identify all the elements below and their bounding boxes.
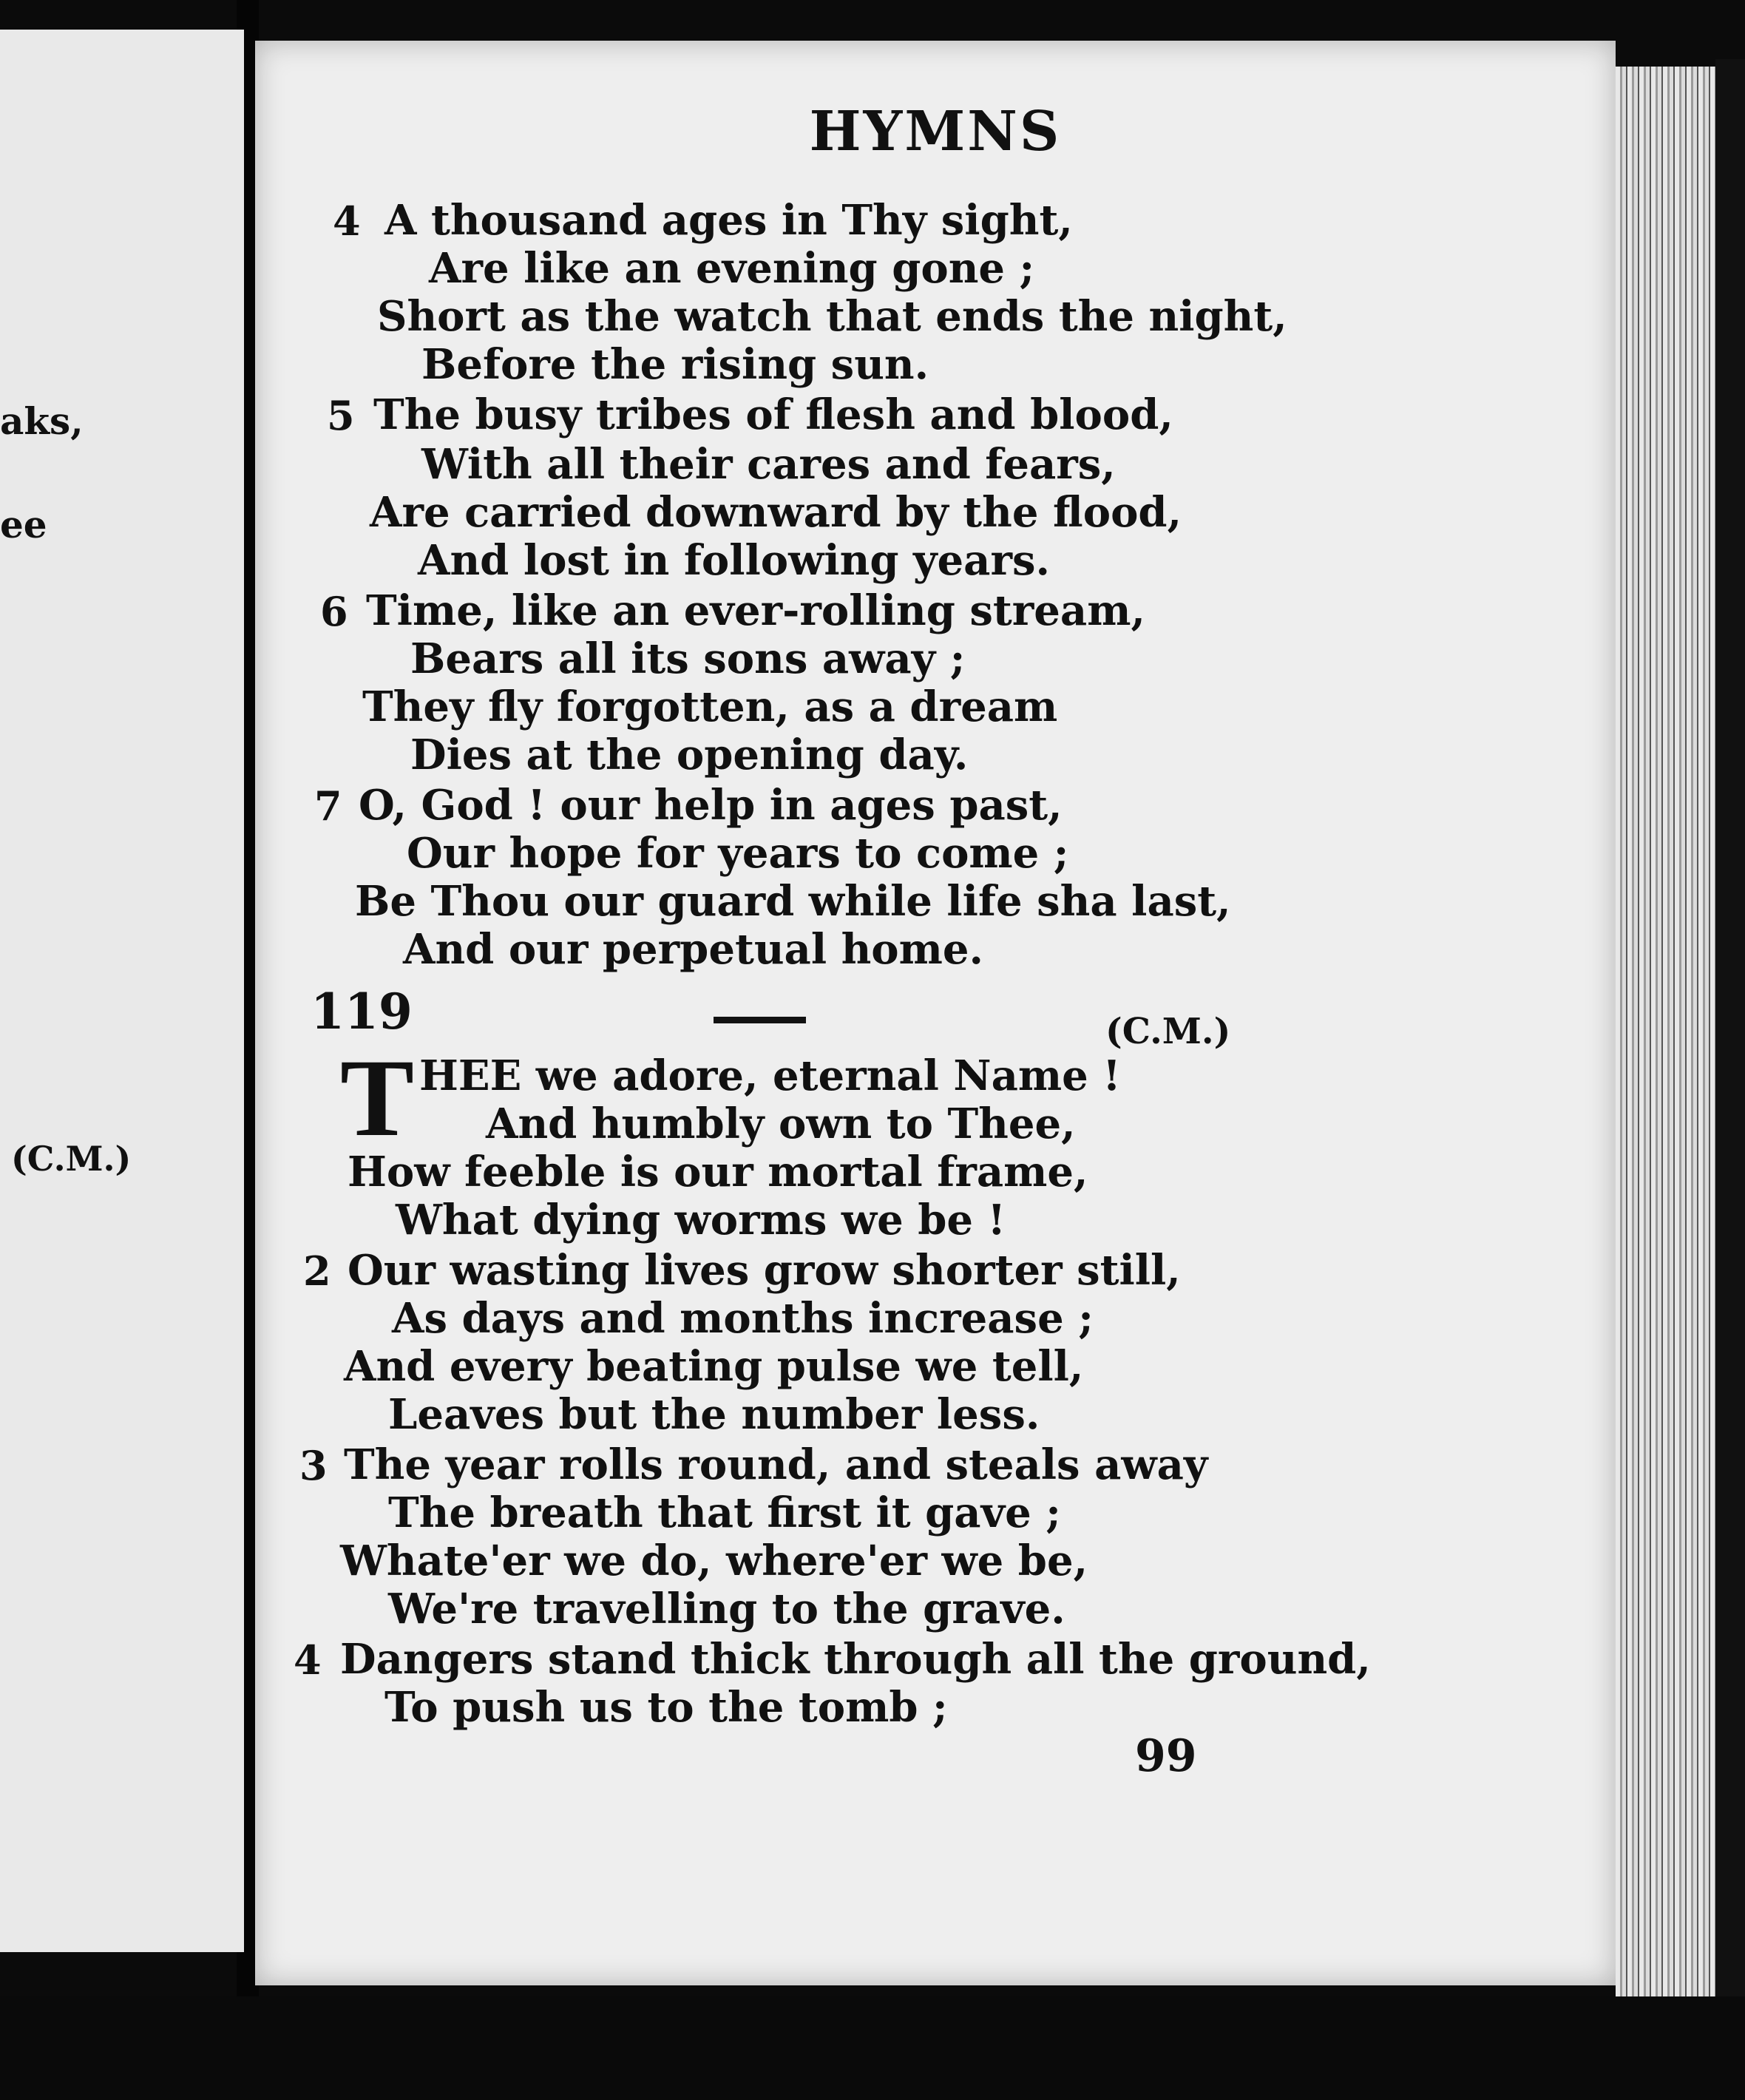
verse-line: Leaves but the number less. (388, 1390, 1040, 1439)
verse-line: How feeble is our mortal frame, (348, 1148, 1088, 1196)
left-page-fragment: aks, (0, 399, 84, 443)
verse-line: We're travelling to the grave. (388, 1585, 1065, 1633)
book-edge-shadow (1715, 59, 1745, 2011)
verse-line: Before the rising sun. (421, 340, 929, 389)
stanza-number: 7 (314, 782, 342, 830)
hymn-meter: (C.M.) (1105, 1011, 1231, 1052)
bottom-shadow (0, 1996, 1745, 2100)
stanza-number: 5 (327, 392, 355, 439)
stanza-number: 2 (303, 1247, 331, 1295)
verse-line: And every beating pulse we tell, (344, 1342, 1084, 1391)
verse-line: O, God ! our help in ages past, (359, 781, 1063, 830)
hymn-number: 119 (311, 983, 413, 1040)
verse-line: Are carried downward by the flood, (370, 488, 1182, 537)
verse-line: What dying worms we be ! (396, 1196, 1006, 1244)
left-page (0, 30, 244, 1952)
verse-line: Are like an evening gone ; (429, 244, 1035, 293)
verse-line: Bears all its sons away ; (410, 634, 966, 683)
right-page (255, 41, 1616, 1985)
verse-line: Our wasting lives grow shorter still, (348, 1246, 1181, 1295)
stanza-number: 3 (299, 1442, 328, 1489)
page-edges (1616, 67, 1715, 1996)
page-number: 99 (1135, 1730, 1197, 1782)
verse-line: Short as the watch that ends the night, (377, 292, 1287, 341)
stanza-number: 4 (333, 197, 361, 245)
verse-line: HEE we adore, eternal Name ! (419, 1051, 1121, 1100)
verse-line: And our perpetual home. (403, 925, 984, 974)
verse-line: As days and months increase ; (392, 1294, 1094, 1343)
verse-line: To push us to the tomb ; (384, 1683, 948, 1732)
left-page-meter: (C.M.) (11, 1139, 132, 1179)
left-page-fragment: ee (0, 503, 47, 546)
verse-line: And humbly own to Thee, (486, 1100, 1076, 1148)
section-divider (714, 1017, 806, 1023)
verse-line: Whate'er we do, where'er we be, (340, 1537, 1088, 1585)
verse-line: With all their cares and fears, (421, 440, 1116, 489)
verse-line: And lost in following years. (418, 536, 1050, 585)
stanza-number: 6 (320, 588, 348, 635)
verse-line: The year rolls round, and steals away (344, 1440, 1208, 1489)
verse-line: Time, like an ever-rolling stream, (366, 586, 1145, 635)
verse-line: Our hope for years to come ; (407, 829, 1069, 878)
stanza-number: 4 (294, 1636, 322, 1684)
verse-line: Be Thou our guard while life sha last, (355, 877, 1231, 926)
page-header: HYMNS (809, 100, 1062, 163)
verse-line: A thousand ages in Thy sight, (384, 196, 1073, 245)
verse-line: They fly forgotten, as a dream (362, 682, 1058, 731)
drop-cap: T (340, 1037, 415, 1159)
verse-line: Dies at the opening day. (410, 731, 969, 779)
verse-line: The breath that first it gave ; (388, 1488, 1061, 1537)
verse-line: Dangers stand thick through all the ground, (340, 1635, 1371, 1684)
verse-line: The busy tribes of flesh and blood, (373, 390, 1173, 439)
